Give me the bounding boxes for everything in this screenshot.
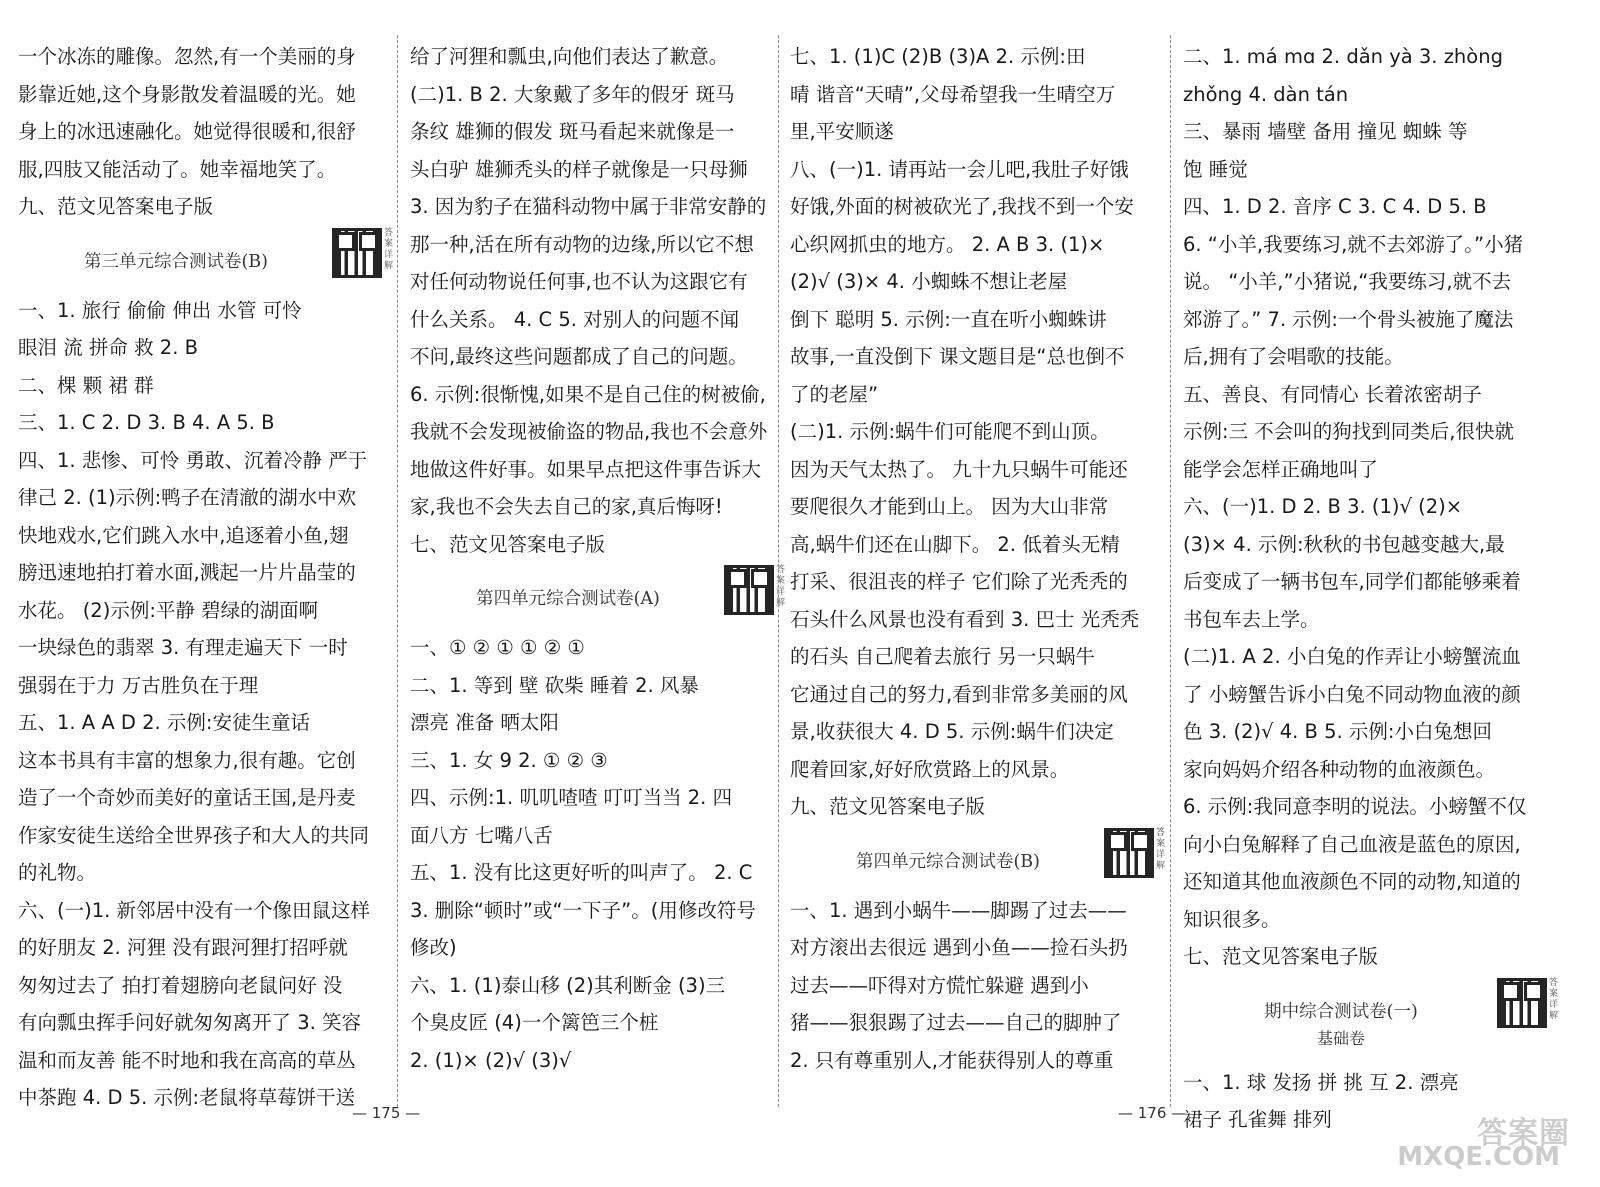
answer-line: 眼泪 流 拼命 救 2. B xyxy=(18,336,198,359)
answer-line: 六、(一)1. 新邻居中没有一个像田鼠这样 xyxy=(18,898,371,922)
answer-line: 对方滚出去很远 遇到小鱼——捡石头扔 xyxy=(790,936,1128,959)
answer-line: 这本书具有丰富的想象力,很有趣。它创 xyxy=(18,748,356,772)
answer-line: 不问,最终这些问题都成了自己的问题。 xyxy=(410,345,748,368)
answer-line: 家,我也不会失去自己的家,真后悔呀! xyxy=(410,495,723,518)
answer-line: 高,蜗牛们还在山脚下。 2. 低着头无精 xyxy=(790,532,1120,556)
answer-line: 打采、很沮丧的样子 它们除了光秃秃的 xyxy=(790,570,1128,593)
answer-line: 后,拥有了会唱歌的技能。 xyxy=(1183,345,1404,368)
answer-line: 一、1. 旅行 偷偷 伸出 水管 可怜 xyxy=(18,298,302,322)
answer-line: 6. 示例:我同意李明的说法。小螃蟹不仅 xyxy=(1183,795,1527,818)
answer-line: 修改) xyxy=(410,936,457,959)
answer-line: 膀迅速地拍打着水面,溅起一片片晶莹的 xyxy=(18,561,356,584)
answer-line: 那一种,活在所有动物的边缘,所以它不想 xyxy=(410,232,754,256)
answer-line: 书包车去上学。 xyxy=(1183,607,1320,631)
answer-line: 后变成了一辆书包车,同学们都能够乘着 xyxy=(1183,570,1521,593)
answer-line: 饱 睡觉 xyxy=(1183,157,1248,181)
column-4 xyxy=(1183,38,1561,1139)
answer-line: 了 小螃蟹告诉小白兔不同动物血液的颜 xyxy=(1183,682,1521,706)
answer-line: (3)× 4. 示例:秋秋的书包越变越大,最 xyxy=(1183,532,1505,556)
answer-line: 温和而友善 能不时地和我在高高的草丛 xyxy=(18,1048,356,1072)
answer-line: 3. 因为豹子在猫科动物中属于非常安静的 xyxy=(410,195,767,218)
column-2 xyxy=(410,38,788,1079)
answer-line: 色 3. (2)√ 4. B 5. 示例:小白兔想回 xyxy=(1183,720,1493,743)
answer-line: (二)1. B 2. 大象戴了多年的假牙 斑马 xyxy=(410,82,735,106)
answer-line: 的石头 自己爬着去旅行 另一只蜗牛 xyxy=(790,645,1095,668)
answer-line: 郊游了。” 7. 示例:一个骨头被施了魔法 xyxy=(1183,307,1514,331)
answer-line: 九、范文见答案电子版 xyxy=(790,795,986,818)
answer-line: 向小白兔解释了自己血液是蓝色的原因, xyxy=(1183,832,1521,856)
answer-line: 五、善良、有同情心 长着浓密胡子 xyxy=(1183,382,1482,406)
answer-line: 作家安徒生送给全世界孩子和大人的共同 xyxy=(18,823,370,847)
answer-line: 七、1. (1)C (2)B (3)A 2. 示例:田 xyxy=(790,45,1086,68)
answer-line: 过去——吓得对方慌忙躲避 遇到小 xyxy=(790,973,1089,997)
answer-line: 八、(一)1. 请再站一会儿吧,我肚子好饿 xyxy=(790,157,1129,181)
column-1 xyxy=(18,38,396,1117)
answer-line: 匆匆过去了 拍打着翅膀向老鼠问好 没 xyxy=(18,973,343,997)
answer-line: 给了河狸和瓢虫,向他们表达了歉意。 xyxy=(410,45,729,68)
answer-line: 2. (1)× (2)√ (3)√ xyxy=(410,1048,572,1072)
answer-line: 个臭皮匠 (4)一个篱笆三个桩 xyxy=(410,1011,659,1034)
answer-line: 有向瓢虫挥手问好就匆匆离开了 3. 笑容 xyxy=(18,1011,362,1034)
answer-line: 漂亮 准备 晒太阳 xyxy=(410,711,559,734)
answer-line: 对任何动物说任何事,也不认为这跟它有 xyxy=(410,270,748,293)
qr-code-icon[interactable] xyxy=(724,565,774,615)
watermark-logo: 答案圈 xyxy=(1477,1116,1570,1151)
answer-line: 3. 删除“顿时”或“一下子”。(用修改符号 xyxy=(410,898,756,922)
answer-line: 一块绿色的翡翠 3. 有理走遍天下 一时 xyxy=(18,636,348,659)
answer-line: 五、1. 没有比这更好听的叫声了。 2. C xyxy=(410,861,753,884)
qr-caption: 答案详解 xyxy=(1156,827,1166,871)
answer-line: zhǒng 4. dàn tán xyxy=(1183,82,1349,106)
answer-line: 三、暴雨 墙壁 备用 撞见 蜘蛛 等 xyxy=(1183,120,1468,143)
answer-line: 七、范文见答案电子版 xyxy=(410,532,606,556)
answer-line: 知识很多。 xyxy=(1183,907,1281,931)
column-divider xyxy=(1170,35,1171,1107)
answer-line: 晴 谐音“天晴”,父母希望我一生晴空万 xyxy=(790,82,1116,106)
section-title: 期中综合测试卷(一) xyxy=(1264,1001,1418,1022)
answer-line: 一、1. 遇到小蜗牛——脚踢了过去—— xyxy=(790,898,1127,922)
answer-line: 律己 2. (1)示例:鸭子在清澈的湖水中欢 xyxy=(18,486,357,509)
answer-line: 水花。 (2)示例:平静 碧绿的湖面啊 xyxy=(18,598,319,622)
answer-line: 2. 只有尊重别人,才能获得别人的尊重 xyxy=(790,1048,1114,1072)
answer-line: 能学会怎样正确地叫了 xyxy=(1183,457,1379,481)
answer-line: 服,四肢又能活动了。她幸福地笑了。 xyxy=(18,157,337,181)
answer-line: 影靠近她,这个身影散发着温暖的光。她 xyxy=(18,82,356,106)
answer-line: 一、1. 球 发扬 拼 挑 互 2. 漂亮 xyxy=(1183,1070,1459,1094)
qr-caption: 答案详解 xyxy=(1549,977,1559,1021)
answer-line: 我就不会发现被偷盗的物品,我也不会意外 xyxy=(410,420,768,443)
answer-line: 六、1. (1)泰山移 (2)其利断金 (3)三 xyxy=(410,973,726,997)
answer-line: 因为天气太热了。 九十九只蜗牛可能还 xyxy=(790,457,1128,481)
qr-caption: 答案详解 xyxy=(384,227,394,271)
section-subtitle: 基础卷 xyxy=(1316,1028,1365,1048)
answer-line: 强弱在于力 万古胜负在于理 xyxy=(18,673,259,697)
qr-code-icon[interactable] xyxy=(1104,828,1154,878)
page-number-175: — 175 — xyxy=(352,1104,421,1122)
answer-line: 的好朋友 2. 河狸 没有跟河狸打招呼就 xyxy=(18,936,348,959)
answer-line: 好饿,外面的树被砍光了,我找不到一个安 xyxy=(790,195,1134,218)
answer-line: 二、1. 等到 壁 砍柴 睡着 2. 风暴 xyxy=(410,673,699,697)
answer-line: 三、1. C 2. D 3. B 4. A 5. B xyxy=(18,411,275,434)
answer-line: 什么关系。 4. C 5. 对别人的问题不闻 xyxy=(410,307,740,331)
answer-line: 四、1. 悲惨、可怜 勇敢、沉着冷静 严于 xyxy=(18,448,368,472)
answer-line: 猪——狠狠踢了过去——自己的脚肿了 xyxy=(790,1011,1122,1034)
answer-line: 里,平安顺遂 xyxy=(790,120,894,143)
page-gutter xyxy=(778,35,779,1107)
answer-line: 面八方 七嘴八舌 xyxy=(410,823,553,847)
column-3 xyxy=(790,38,1168,1079)
qr-caption: 答案详解 xyxy=(776,565,786,608)
answer-line: 心织网抓虫的地方。 2. A B 3. (1)× xyxy=(790,232,1105,256)
section-title: 第三单元综合测试卷(B) xyxy=(83,251,268,272)
answer-line: 中茶跑 4. D 5. 示例:老鼠将草莓饼干送 xyxy=(18,1086,356,1109)
column-divider xyxy=(397,35,398,1107)
answer-line: 头白驴 雄狮秃头的样子就像是一只母狮 xyxy=(410,157,748,181)
answer-line: 要爬很久才能到山上。 因为大山非常 xyxy=(790,495,1109,518)
answer-line: 6. 示例:很惭愧,如果不是自己住的树被偷, xyxy=(410,382,766,406)
answer-line: 景,收获很大 4. D 5. 示例:蜗牛们决定 xyxy=(790,720,1114,743)
answer-line: 石头什么风景也没有看到 3. 巴士 光秃秃 xyxy=(790,607,1140,631)
answer-line: 倒下 聪明 5. 示例:一直在听小蜘蛛讲 xyxy=(790,307,1107,331)
page-number-176: — 176 — xyxy=(1118,1104,1187,1122)
answer-line: 地做这件好事。如果早点把这件事告诉大 xyxy=(410,457,762,481)
section-heading xyxy=(790,826,1168,892)
answer-line: 九、范文见答案电子版 xyxy=(18,195,214,218)
answer-line: 条纹 雄狮的假发 斑马看起来就像是一 xyxy=(410,120,735,143)
answer-line: 四、1. D 2. 音序 C 3. C 4. D 5. B xyxy=(1183,195,1487,218)
answer-line: (二)1. A 2. 小白兔的作弄让小螃蟹流血 xyxy=(1183,645,1521,668)
answer-line: 6. “小羊,我要练习,就不去郊游了。”小猪 xyxy=(1183,232,1524,256)
answer-line: 爬着回家,好好欣赏路上的风景。 xyxy=(790,757,1070,781)
answer-line: 七、范文见答案电子版 xyxy=(1183,945,1379,968)
answer-line: 示例:三 不会叫的狗找到同类后,很快就 xyxy=(1183,420,1514,443)
answer-line: 三、1. 女 9 2. ① ② ③ xyxy=(410,748,608,772)
section-heading xyxy=(410,563,788,629)
answer-line: 一个冰冻的雕像。忽然,有一个美丽的身 xyxy=(18,45,356,68)
answer-line: 说。 “小羊,”小猪说,“我要练习,就不去 xyxy=(1183,270,1512,293)
answer-line: (二)1. 示例:蜗牛们可能爬不到山顶。 xyxy=(790,420,1110,443)
section-title: 第四单元综合测试卷(B) xyxy=(855,851,1040,872)
answer-line: 五、1. A A D 2. 示例:安徒生童话 xyxy=(18,711,310,734)
answer-line: (2)√ (3)× 4. 小蜘蛛不想让老屋 xyxy=(790,270,1068,293)
section-heading xyxy=(18,226,396,292)
answer-line: 故事,一直没倒下 课文题目是“总也倒不 xyxy=(790,345,1125,368)
answer-line: 裙子 孔雀舞 排列 xyxy=(1183,1108,1332,1131)
qr-code-icon[interactable] xyxy=(1497,978,1547,1028)
section-title: 第四单元综合测试卷(A) xyxy=(476,589,660,609)
answer-line: 身上的冰迅速融化。她觉得很暖和,很舒 xyxy=(18,120,356,143)
section-heading xyxy=(1183,976,1561,1064)
answer-line: 六、(一)1. D 2. B 3. (1)√ (2)× xyxy=(1183,495,1463,518)
answer-line: 一、① ② ① ① ② ① xyxy=(410,636,585,659)
qr-code-icon[interactable] xyxy=(332,228,382,278)
answer-line: 造了一个奇妙而美好的童话王国,是丹麦 xyxy=(18,786,356,809)
answer-line: 四、示例:1. 叽叽喳喳 叮叮当当 2. 四 xyxy=(410,786,733,809)
answer-line: 快地戏水,它们跳入水中,追逐着小鱼,翅 xyxy=(18,523,349,547)
answer-line: 它通过自己的努力,看到非常多美丽的风 xyxy=(790,682,1128,706)
answer-line: 二、棵 颗 裙 群 xyxy=(18,373,154,397)
answer-line: 了的老屋” xyxy=(790,382,879,406)
answer-line: 的礼物。 xyxy=(18,861,97,884)
answer-line: 还知道其他血液颜色不同的动物,知道的 xyxy=(1183,870,1521,893)
watermark-url: MXQE.COM xyxy=(1397,1142,1560,1172)
answer-line: 家向妈妈介绍各种动物的血液颜色。 xyxy=(1183,757,1496,781)
answer-line: 二、1. má mɑ 2. dǎn yà 3. zhòng xyxy=(1183,45,1503,68)
